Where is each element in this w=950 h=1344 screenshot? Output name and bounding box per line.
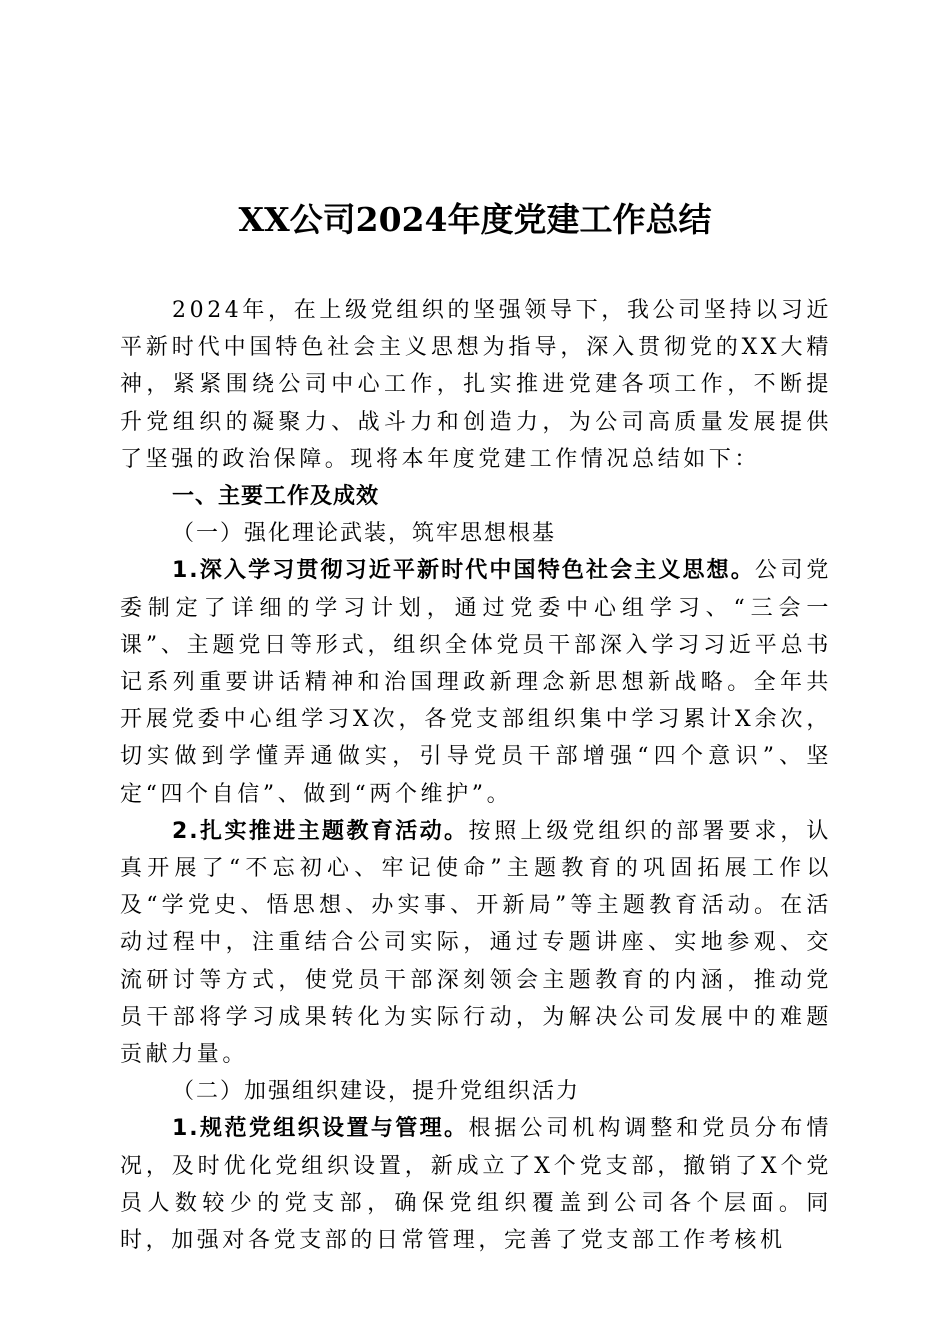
section-heading-main-work: 一、主要工作及成效 <box>172 484 380 510</box>
item-org-setup-lead: 1.规范党组织设置与管理。 <box>172 1116 469 1142</box>
item-theme-education-lead: 2.扎实推进主题教育活动。 <box>172 818 469 844</box>
subsection-heading-theory: （一）强化理论武装，筑牢思想根基 <box>172 521 557 547</box>
item-study-thought-text: 公司党委制定了详细的学习计划，通过党委中心组学习、“三会一课”、主题党日等形式，组织全体党员干部深入学习习近平总书记系列重要讲话精神和治国理政新理念新思想新战略。全年共开展党委中心组学习X次，各党支部组织集中学习累计X余次，切实做到学懂弄通做实，引导党员干部增强“四个意识”、坚定“四个自信”、做到“两个维护”。 <box>120 558 832 807</box>
item-study-thought-lead: 1.深入学习贯彻习近平新时代中国特色社会主义思想。 <box>172 558 755 584</box>
document-body <box>120 292 832 1259</box>
subsection-heading-organization: （二）加强组织建设，提升党组织活力 <box>172 1079 581 1105</box>
item-org-setup-text: 根据公司机构调整和党员分布情况，及时优化党组织设置，新成立了X个党支部，撤销了X个党员人数较少的党支部，确保党组织覆盖到公司各个层面。同时，加强对各党支部的日常管理，完善了党支部工作考核机 <box>120 1116 832 1254</box>
intro-paragraph: 2024年，在上级党组织的坚强领导下，我公司坚持以习近平新时代中国特色社会主义思想为指导，深入贯彻党的XX大精神，紧紧围绕公司中心工作，扎实推进党建各项工作，不断提升党组织的凝聚力、战斗力和创造力，为公司高质量发展提供了坚强的政治保障。现将本年度党建工作情况总结如下： <box>120 298 832 472</box>
item-study-thought-paragraph <box>120 552 832 812</box>
document-title: XX公司2024年度党建工作总结 <box>238 200 712 239</box>
item-theme-education-text: 按照上级党组织的部署要求，认真开展了“不忘初心、牢记使命”主题教育的巩固拓展工作以及“学党史、悟思想、办实事、开新局”等主题教育活动。在活动过程中，注重结合公司实际，通过专题讲座、实地参观、交流研讨等方式，使党员干部深刻领会主题教育的内涵，推动党员干部将学习成果转化为实际行动，为解决公司发展中的难题贡献力量。 <box>120 818 832 1068</box>
item-org-setup-paragraph <box>120 1110 832 1259</box>
item-theme-education-paragraph <box>120 813 832 1073</box>
